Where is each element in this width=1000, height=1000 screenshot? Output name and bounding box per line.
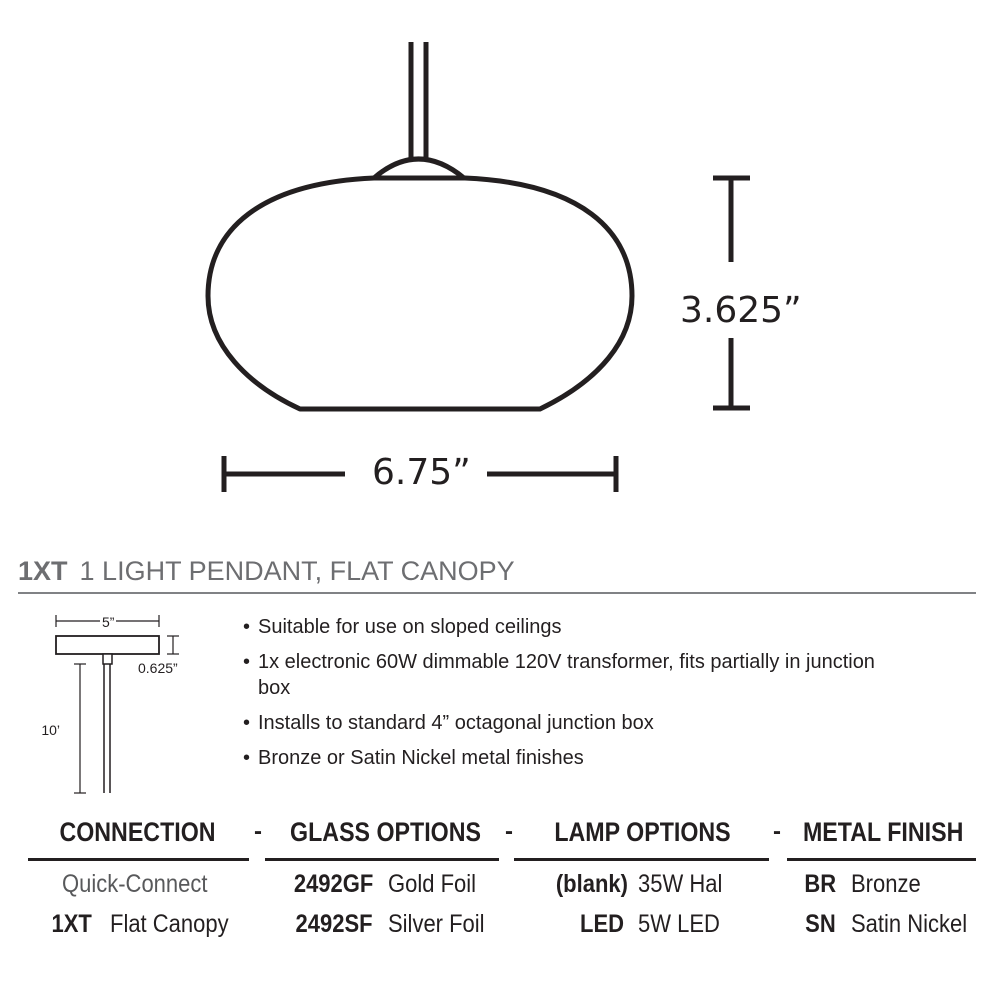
bullet: •: [243, 712, 251, 734]
feature-list: [243, 614, 908, 780]
lamp-option-code: LED: [580, 910, 624, 938]
lamp-option-label: 35W Hal: [638, 870, 723, 898]
connection-option-label: Quick-Connect: [62, 870, 208, 898]
metal-finish-title: METAL FINISH: [802, 817, 964, 847]
section-title: 1 LIGHT PENDANT, FLAT CANOPY: [79, 556, 515, 586]
canopy-depth-label: 0.625”: [138, 660, 178, 676]
separator: -: [254, 818, 262, 845]
canopy-drawing: [40, 610, 200, 810]
width-dimension-label: 6.75”: [372, 452, 471, 493]
canopy-plate: [56, 636, 159, 654]
finish-option-label: Satin Nickel: [851, 910, 968, 938]
lamp-options-title: LAMP OPTIONS: [554, 817, 731, 847]
section-code: 1XT: [18, 556, 68, 586]
cord-length-label: 10’: [41, 722, 60, 738]
bullet: •: [243, 616, 251, 638]
separator: -: [505, 818, 513, 845]
finish-rule: [787, 858, 976, 861]
connection-rule: [28, 858, 249, 861]
glass-option-code: 2492GF: [293, 870, 373, 898]
connection-title: CONNECTION: [59, 817, 216, 847]
glass-option-label: Gold Foil: [388, 870, 477, 898]
glass-shade: [208, 178, 632, 409]
section-header: [18, 556, 515, 587]
header-divider: [18, 592, 976, 594]
feature-item: • 1x electronic 60W dimmable 120V transformer, fits partially in junction box: [243, 651, 875, 699]
canopy-width-label: 5”: [102, 614, 115, 630]
height-dimension-label: 3.625”: [680, 290, 802, 331]
lamp-option-code: (blank): [555, 870, 628, 898]
bullet: •: [243, 651, 251, 673]
connection-option-label: Flat Canopy: [110, 910, 229, 938]
canopy-cap: [374, 159, 464, 178]
finish-option-label: Bronze: [851, 870, 921, 898]
separator: -: [773, 818, 781, 845]
glass-option-code: 2492SF: [295, 910, 373, 938]
feature-item: • Installs to standard 4” octagonal junction box: [243, 712, 654, 734]
finish-option-code: SN: [805, 910, 836, 938]
finish-option-code: BR: [804, 870, 836, 898]
glass-rule: [265, 858, 499, 861]
feature-item: • Bronze or Satin Nickel metal finishes: [243, 747, 584, 769]
bullet: •: [243, 747, 251, 769]
feature-item: • Suitable for use on sloped ceilings: [243, 616, 562, 638]
glass-options-title: GLASS OPTIONS: [290, 817, 481, 847]
connection-option-code: 1XT: [51, 910, 92, 938]
connector: [103, 654, 112, 664]
lamp-rule: [514, 858, 769, 861]
glass-option-label: Silver Foil: [388, 910, 485, 938]
lamp-option-label: 5W LED: [638, 910, 720, 938]
